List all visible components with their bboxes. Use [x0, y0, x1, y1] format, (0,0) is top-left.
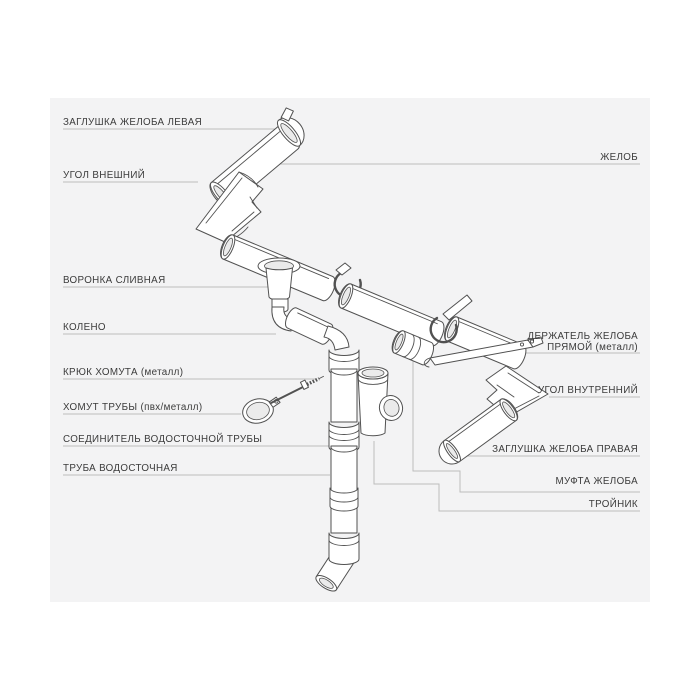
label-drain-funnel: ВОРОНКА СЛИВНАЯ [63, 275, 166, 286]
label-tee: ТРОЙНИК [588, 499, 638, 510]
label-elbow: КОЛЕНО [63, 322, 106, 333]
label-gutter-end-cap-left: ЗАГЛУШКА ЖЕЛОБА ЛЕВАЯ [63, 117, 203, 128]
label-downpipe-connector: СОЕДИНИТЕЛЬ ВОДОСТОЧНОЙ ТРУБЫ [63, 434, 263, 445]
label-clamp-hook: КРЮК ХОМУТА (металл) [63, 367, 184, 378]
label-inner-corner: УГОЛ ВНУТРЕННИЙ [537, 385, 638, 396]
label-gutter-coupling: МУФТА ЖЕЛОБА [555, 476, 638, 487]
label-gutter-holder-straight: ДЕРЖАТЕЛЬ ЖЕЛОБА [527, 331, 638, 342]
label-downpipe: ТРУБА ВОДОСТОЧНАЯ [63, 463, 178, 474]
label-pipe-clamp: ХОМУТ ТРУБЫ (пвх/металл) [63, 402, 203, 413]
label-gutter-end-cap-right: ЗАГЛУШКА ЖЕЛОБА ПРАВАЯ [492, 444, 638, 455]
label-gutter: ЖЕЛОБ [600, 152, 638, 163]
label-gutter-holder-straight: ПРЯМОЙ (металл) [547, 342, 638, 353]
label-outer-corner: УГОЛ ВНЕШНИЙ [63, 170, 146, 181]
